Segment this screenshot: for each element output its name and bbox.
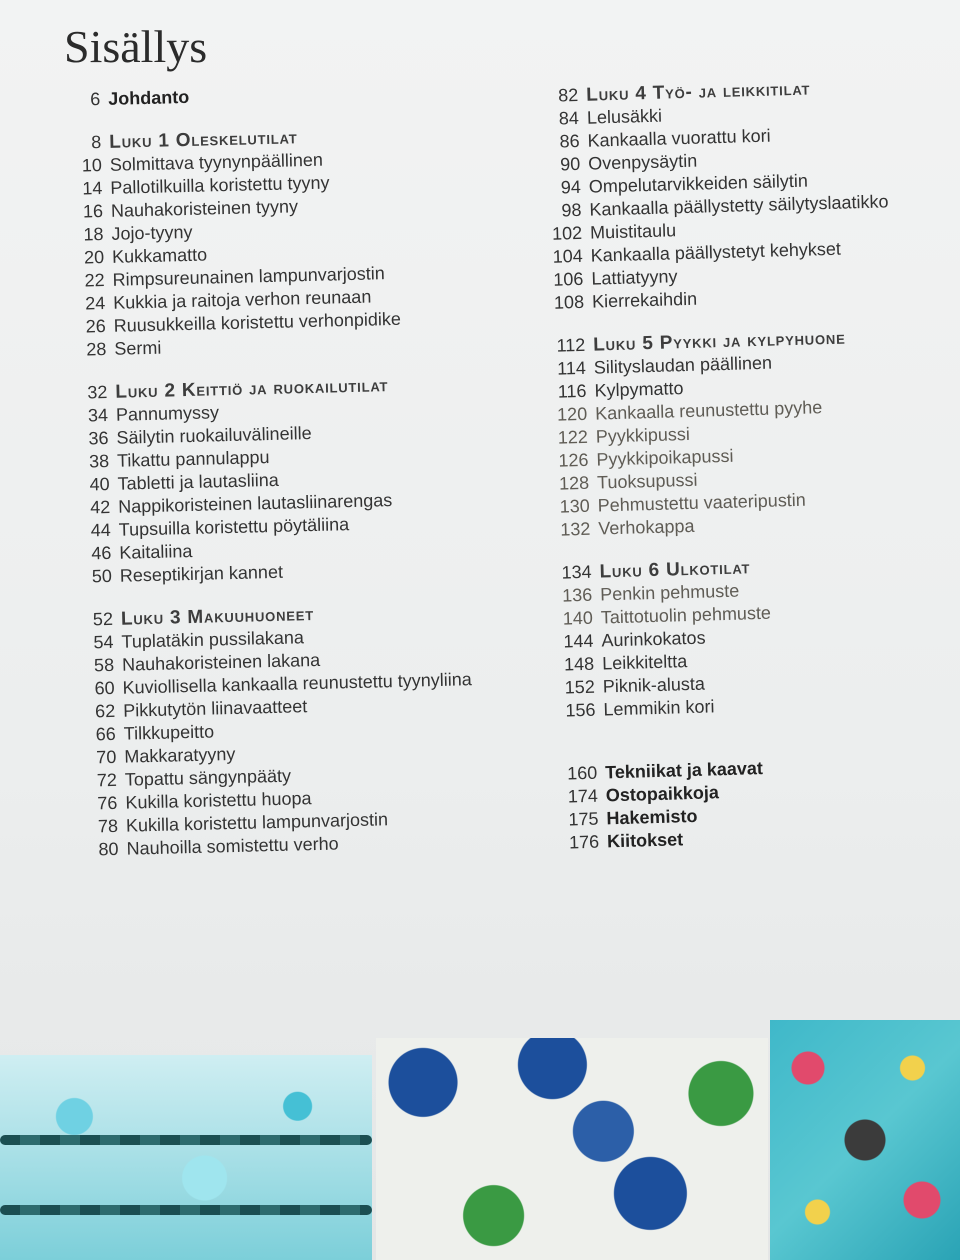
page-number: 36 [88,427,109,449]
entry-title: Luku 3 Makuuhuoneet [120,604,315,630]
entry-title: Kierrekaihdin [591,288,698,312]
page-number: 175 [568,808,599,830]
page-number: 90 [559,153,581,175]
page-number: 42 [89,496,111,518]
entry-title: Säilytin ruokailuvälineille [116,423,312,448]
entry-title: Kankaalla päällystetyt kehykset [590,238,842,266]
entry-title: Kukkia ja raitoja verhon reunaan [112,286,372,313]
page-number: 86 [559,130,580,152]
entry-title: Pyykkipussi [595,423,691,447]
entry-title: Piknik-alusta [602,673,706,697]
page-number: 54 [93,631,114,653]
page-number: 122 [557,426,589,448]
page-number: 46 [91,542,112,564]
page-number: 160 [566,762,598,784]
ribbon-stripe [0,1205,372,1215]
yoyo-cushion-photo [770,1020,960,1260]
page-number: 130 [559,495,591,517]
page-number: 28 [86,338,107,360]
entry-title: Nauhoilla somistettu verho [126,833,339,859]
page-number: 134 [561,561,592,583]
entry-title: Kiitokset [606,829,684,852]
page-number: 66 [95,723,116,745]
toc-left-column [62,79,521,863]
entry-title: Kukilla koristettu huopa [125,788,312,813]
page-number: 20 [83,247,105,268]
page-number: 38 [88,450,110,472]
entry-title: Verhokappa [598,515,695,539]
page-number: 136 [561,584,593,606]
page-number: 120 [556,403,588,425]
ribbon-stripe [0,1135,372,1145]
page-number: 14 [82,178,103,199]
page-number: 32 [87,381,108,403]
entry-title: Tupsuilla koristettu pöytäliina [118,514,350,540]
page-number: 176 [568,831,600,853]
page-number: 102 [551,222,583,244]
page-number: 116 [557,380,587,402]
entry-title: Luku 2 Keittiö ja ruokailutilat [115,375,389,403]
entry-title: Kuviollisella kankaalla reunustettu tyynyliina [122,669,472,698]
page-number: 82 [557,84,579,106]
entry-title: Kankaalla reunustettu pyyhe [594,397,823,424]
entry-title: Silityslaudan päällinen [593,352,773,378]
entry-title: Tuoksupussi [596,469,698,493]
lampshade-photo [0,1055,372,1260]
entry-title: Tikattu pannulappu [116,447,270,471]
entry-title: Kankaalla vuorattu kori [587,125,771,151]
entry-title: Kaitaliina [119,540,193,563]
page-number: 84 [558,107,580,129]
page-number: 98 [561,199,582,221]
entry-title: Tabletti ja lautasliina [117,469,279,494]
page-number: 152 [564,676,596,698]
page-number: 114 [556,357,587,379]
entry-title: Taittotuolin pehmuste [600,602,772,628]
entry-title: Ostopaikkoja [605,782,720,806]
page-number: 70 [96,746,117,768]
page-number: 18 [83,224,104,245]
entry-title: Rimpsureunainen lampunvarjostin [112,263,385,290]
entry-title: Kylpymatto [594,378,684,401]
page-number: 22 [84,270,105,291]
page-number: 80 [98,838,119,860]
entry-title: Pikkutytön liinavaatteet [122,696,308,721]
page-number: 6 [89,89,101,110]
entry-title: Luku 1 Oleskelutilat [109,127,298,153]
page-number: 52 [92,608,114,630]
entry-title: Tekniikat ja kaavat [604,758,764,783]
entry-title: Solmittava tyynynpäällinen [109,149,324,175]
page-number: 62 [94,700,116,722]
page-number: 128 [558,472,590,494]
entry-title: Pyykkipoikapussi [596,445,734,470]
page-number: 106 [553,268,584,290]
page-number: 174 [567,785,599,807]
entry-title: Johdanto [107,86,190,109]
page-number: 34 [87,404,109,426]
page-number: 140 [562,607,594,629]
entry-title: Lattiatyyny [591,266,678,289]
page-number: 76 [97,792,118,814]
toc-right-column [540,75,960,856]
entry-title: Ovenpysäytin [587,150,698,174]
entry-title: Luku 5 Pyykki ja kylpyhuone [592,327,846,356]
entry-title: Kukilla koristettu lampunvarjostin [125,809,389,836]
page-number: 156 [565,699,596,721]
page-number: 40 [89,473,110,495]
entry-title: Tilkkupeitto [123,721,215,744]
page-number: 8 [91,132,102,153]
entry-title: Sermi [114,337,162,359]
page-number: 10 [81,155,103,176]
page-number: 50 [91,565,113,587]
page-number: 78 [97,815,119,837]
page-number: 24 [84,293,106,314]
entry-title: Luku 4 Työ- ja leikkitilat [585,78,811,106]
entry-title: Penkin pehmuste [599,580,740,605]
entry-title: Lelusäkki [586,105,663,128]
entry-title: Hakemisto [606,805,698,829]
entry-title: Ompelutarvikkeiden säilytin [588,170,809,197]
entry-title: Aurinkokatos [601,627,706,651]
page-title: Sisällys [64,21,208,72]
entry-title: Pallotilkuilla koristettu tyyny [110,172,330,198]
page-number: 58 [93,654,115,676]
page-number: 16 [82,201,104,222]
entry-title: Pannumyssy [115,402,220,425]
entry-title: Ruusukkeilla koristettu verhonpidike [113,308,402,336]
entry-title: Jojo-tyyny [111,221,193,244]
page-number: 94 [560,176,582,198]
entry-title: Leikkiteltta [601,651,688,674]
page-number: 112 [556,334,586,356]
entry-title: Luku 6 Ulkotilat [599,557,751,583]
photo-strip [0,1000,960,1260]
entry-title: Lemmikin kori [603,696,715,720]
page-number: 72 [96,769,118,791]
entry-title: Nauhakoristeinen tyyny [110,196,299,221]
entry-title: Nauhakoristeinen lakana [121,649,321,675]
page-number: 126 [558,449,589,471]
page-number: 44 [90,519,112,541]
page-number: 60 [94,677,115,699]
page-number: 148 [563,653,595,675]
page-number: 132 [560,518,591,540]
entry-title: Pehmustettu vaateripustin [597,489,807,516]
entry-title: Muistitaulu [589,220,677,243]
entry-title: Makkaratyyny [124,743,236,767]
entry-title: Reseptikirjan kannet [119,561,284,586]
entry-title: Kankaalla päällystetty säilytyslaatikko [589,191,889,220]
page-number: 144 [563,630,594,652]
entry-title: Topattu sängynpääty [124,765,292,790]
entry-title: Nappikoristeinen lautasliinarengas [117,490,393,517]
entry-title: Kukkamatto [111,244,208,267]
page-number: 104 [552,245,584,267]
entry-title: Tuplatäkin pussilakana [121,627,305,652]
polka-dot-fabric-photo [376,1038,768,1260]
page-number: 108 [553,291,585,313]
page-number: 26 [85,316,107,337]
